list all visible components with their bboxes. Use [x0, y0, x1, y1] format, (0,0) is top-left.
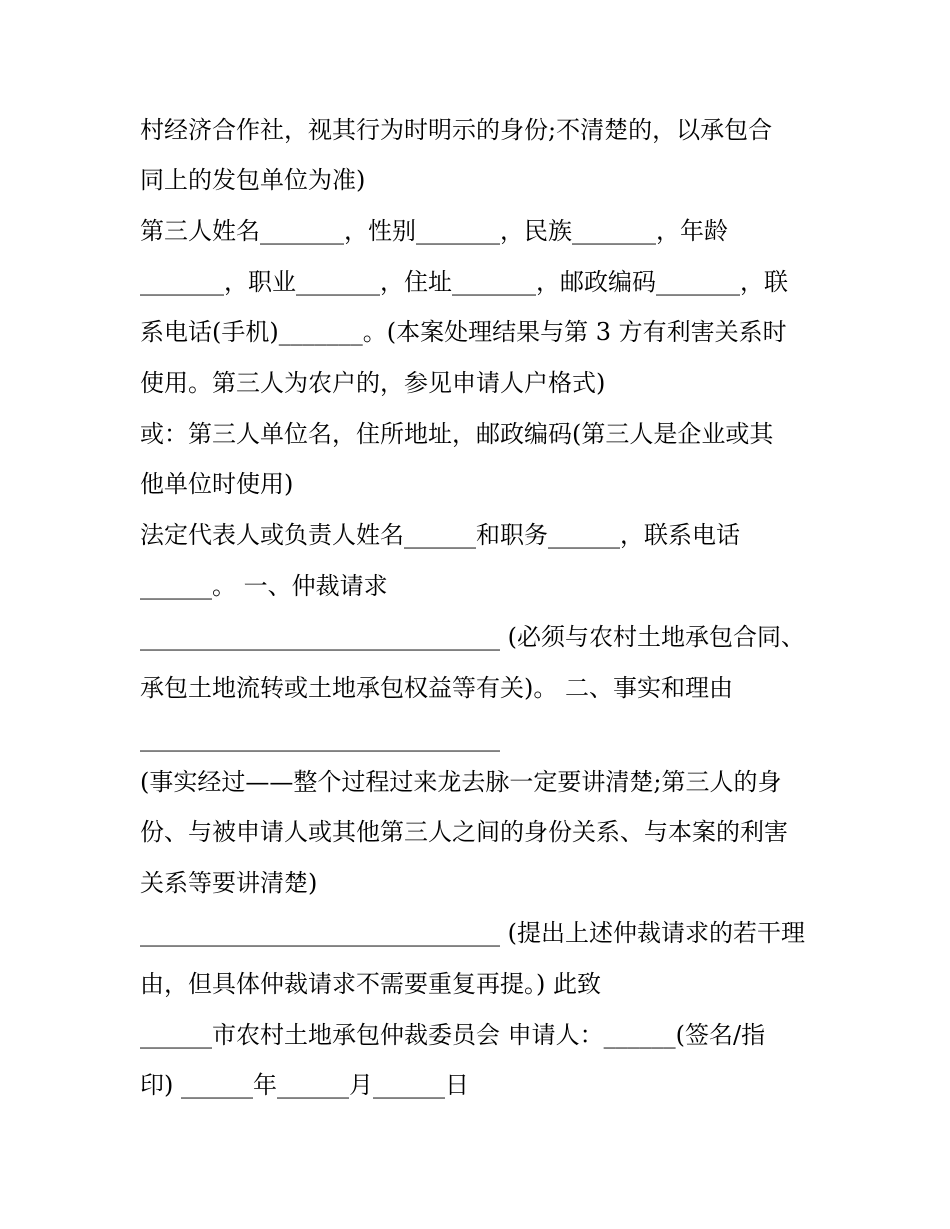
text-line: ______________________________ (提出上述仲裁请求的若干理 [140, 919, 805, 947]
text-line: ______________________________ (必须与农村土地承包合同、 [140, 623, 805, 651]
text-line: ______。 一、仲裁请求 [140, 572, 388, 600]
text-line: _______，职业_______，住址_______，邮政编码_______，联 [140, 268, 788, 296]
text-line: 关系等要讲清楚) [140, 869, 318, 897]
text-line: 村经济合作社，视其行为时明示的身份;不清楚的，以承包合 [140, 116, 773, 144]
text-line: (事实经过——整个过程过来龙去脉一定要讲清楚;第三人的身 [140, 768, 782, 796]
text-line: 份、与被申请人或其他第三人之间的身份关系、与本案的利害 [140, 818, 788, 846]
text-line: 系电话(手机)_______。(本案处理结果与第 3 方有利害关系时 [140, 318, 787, 346]
text-line: ______________________________ [140, 724, 500, 752]
text-line: 或：第三人单位名，住所地址，邮政编码(第三人是企业或其 [140, 420, 774, 448]
text-line: 同上的发包单位为准) [140, 166, 366, 194]
text-line: 使用。第三人为农户的，参见申请人户格式) [140, 369, 606, 397]
text-line: 第三人姓名_______，性别_______，民族_______，年龄 [140, 217, 728, 245]
text-line: 承包土地流转或土地承包权益等有关)。 二、事实和理由 [140, 674, 733, 702]
text-line: 法定代表人或负责人姓名______和职务______，联系电话 [140, 521, 740, 549]
text-line: ______市农村土地承包仲裁委员会 申请人：______(签名/指 [140, 1021, 766, 1049]
text-line: 由，但具体仲裁请求不需要重复再提。) 此致 [140, 970, 601, 998]
text-line: 他单位时使用) [140, 470, 294, 498]
text-line: 印) ______年______月______日 [140, 1071, 469, 1099]
